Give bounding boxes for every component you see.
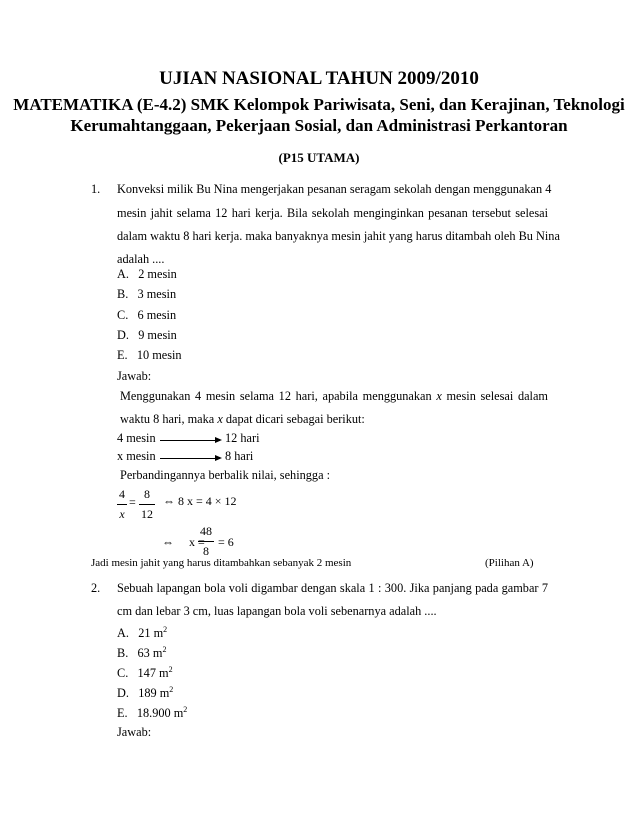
fraction: 48 8 <box>200 524 212 558</box>
option-d: D. 189 $m^2$ <box>117 685 174 701</box>
question-number: 1. <box>91 182 101 196</box>
arrow-icon <box>160 440 220 441</box>
equation-rhs: ⇔ 8 x = 4 × 12 <box>163 494 237 508</box>
option-a: A. 2 mesin <box>117 267 177 281</box>
equation-result: = 6 <box>218 535 234 549</box>
equation-lhs: ⇔ x = <box>162 535 205 549</box>
proportion-left: 4 mesin <box>117 431 156 445</box>
exam-title: UJIAN NASIONAL TAHUN 2009/2010 <box>159 68 479 89</box>
question-line: dalam waktu 8 hari kerja. maka banyaknya mesin jahit yang harus ditambah oleh Bu Nina <box>117 229 560 243</box>
option-e: E. 18.900 $m^2$ <box>117 705 188 721</box>
solution-line: Menggunakan 4 mesin selama 12 hari, apabila menggunakan x mesin selesai dalam <box>120 389 548 403</box>
option-b: B. 3 mesin <box>117 287 177 301</box>
question-line: mesin jahit selama 12 hari kerja. Bila sekolah menginginkan pesanan tersebut selesai <box>117 206 548 220</box>
option-e: E. 10 mesin <box>117 348 182 362</box>
question-line: adalah .... <box>117 252 165 266</box>
question-number: 2. <box>91 581 101 595</box>
option-b: B. 63 $m^2$ <box>117 645 167 661</box>
ratio-text: Perbandingannya berbalik nilai, sehingga : <box>120 468 331 482</box>
proportion-right: 12 hari <box>225 431 260 445</box>
option-c: C. 147 $m^2$ <box>117 665 173 681</box>
question-line: Sebuah lapangan bola voli digambar dengan skala 1 : 300. Jika panjang pada gambar 7 <box>117 581 548 595</box>
answer-label: Jawab: <box>117 369 152 383</box>
option-a: A. 21 $m^2$ <box>117 625 168 641</box>
solution-line: waktu 8 hari, maka x dapat dicari sebagai berikut: <box>120 412 365 426</box>
answer-label: Jawab: <box>117 725 152 739</box>
arrow-icon <box>160 458 220 459</box>
question-line: cm dan lebar 3 cm, luas lapangan bola voli sebenarnya adalah .... <box>117 604 437 618</box>
proportion-right: 8 hari <box>225 449 254 463</box>
question-line: Konveksi milik Bu Nina mengerjakan pesanan seragam sekolah dengan menggunakan 4 <box>117 182 552 196</box>
equals-sign: = <box>129 495 136 509</box>
option-d: D. 9 mesin <box>117 328 177 342</box>
correct-choice: (Pilihan A) <box>485 557 534 569</box>
option-c: C. 6 mesin <box>117 308 177 322</box>
conclusion: Jadi mesin jahit yang harus ditambahkan sebanyak 2 mesin <box>91 557 352 569</box>
fraction: 8 12 <box>141 487 153 521</box>
exam-code: (P15 UTAMA) <box>278 150 360 165</box>
proportion-left: x mesin <box>117 449 156 463</box>
exam-subtitle: MATEMATIKA (E-4.2) SMK Kelompok Pariwisata, Seni, dan Kerajinan, Teknologi Kerumahtanggaan, Pekerjaan Sosial, dan Administrasi Perkantoran <box>13 95 625 135</box>
fraction: 4 x <box>119 487 125 521</box>
